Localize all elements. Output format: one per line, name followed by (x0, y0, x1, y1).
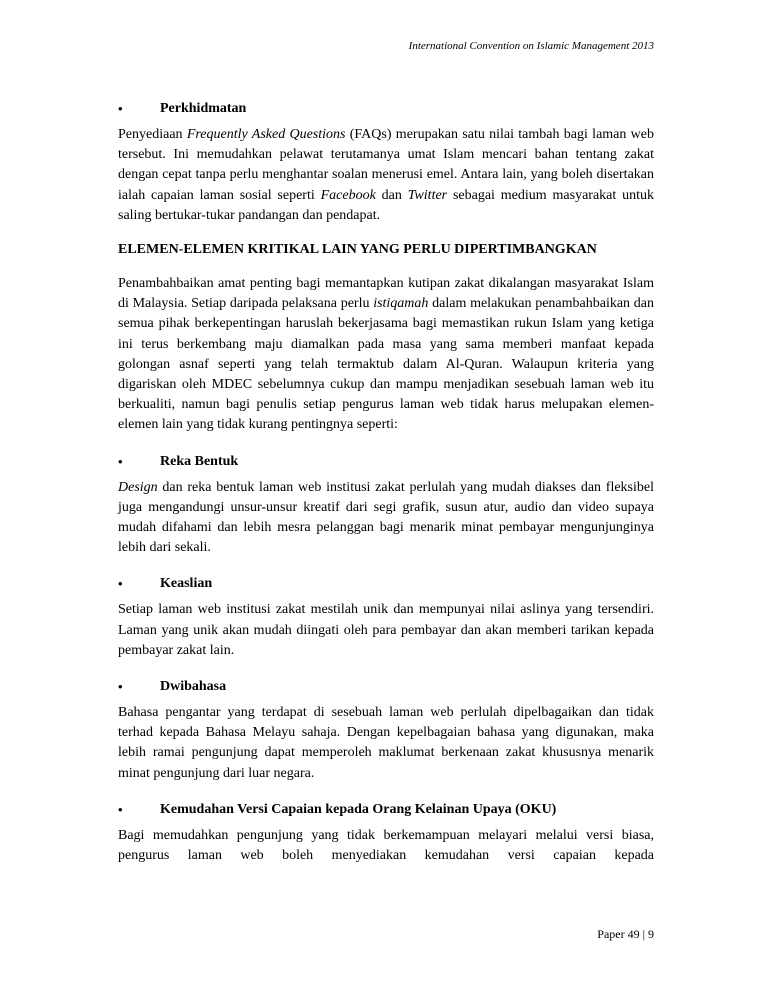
text-run: dan (375, 187, 408, 203)
heading-text: Perkhidmatan (160, 101, 247, 116)
heading-keaslian (118, 574, 654, 594)
text-run: (FAQs) merupakan satu nilai tambah bagi laman web tersebut. Ini memudahkan pelawat terutamanya umat Islam mencari bahan tentang zakat dengan cepat tanpa perlu menghantar soalan menerusi emel. Antara lain, yang boleh disertakan ialah capaian laman sosial seperti (118, 127, 655, 203)
page-content (118, 99, 654, 880)
italic-run: Facebook (320, 187, 376, 203)
heading-oku (118, 800, 654, 820)
heading-text: Dwibahasa (160, 679, 227, 695)
heading-reka-bentuk (118, 452, 654, 472)
paragraph-oku (118, 826, 654, 866)
heading-dwibahasa (118, 677, 654, 697)
heading-text: Reka Bentuk (160, 453, 239, 469)
text-run: sebagai medium masyarakat untuk saling bertukar-tukar pandangan dan pendapat. (118, 187, 654, 223)
heading-text: Kemudahan Versi Capaian kepada Orang Kelainan Upaya (OKU) (160, 801, 557, 817)
italic-run: Twitter (407, 187, 448, 203)
text-run: Bahasa pengantar yang terdapat di sesebuah laman web perlulah dipelbagaikan dan tidak terhad kepada Bahasa Melayu sahaja. Dengan kepelbagaian bahasa yang digunakan, maka lebih ramai pengunjung dapat memperoleh maklumat berkenaan zakat khususnya menarik minat pengunjung dari luar negara. (118, 705, 654, 781)
bullet-icon: • (118, 453, 123, 469)
paragraph-perkhidmatan (118, 125, 654, 226)
text-run: dalam melakukan penambahbaikan dan semua pihak berkepentingan haruslah bekerjasama bagi memastikan rukun Islam yang ketiga ini terus berkembang maju diamalkan pada masa yang sama memberi manfaat kepada golongan asnaf seperti yang telah termaktub dalam Al-Quran. Walaupun kriteria yang digariskan oleh MDEC sebelumnya cukup dan mampu menjadikan sesebuah laman web itu berkualiti, namun bagi penulis setiap pengurus laman web tidak harus melupakan elemen-elemen lain yang tidak kurang pentingnya seperti: (118, 296, 654, 433)
running-header: International Convention on Islamic Management 2013 (408, 40, 654, 52)
text-run: Setiap laman web institusi zakat mestilah unik dan mempunyai nilai aslinya yang tersendiri. Laman yang unik akan mudah diingati oleh para pembayar dan akan memberi tarikan kepada pembayar zakat lain. (118, 602, 654, 658)
bullet-icon: • (118, 679, 123, 695)
heading-perkhidmatan (118, 99, 654, 119)
heading-text: Keaslian (160, 576, 213, 592)
italic-run: istiqamah (373, 296, 429, 312)
paragraph-elemen (118, 274, 654, 436)
bullet-icon: • (118, 801, 123, 817)
paragraph-reka-bentuk (118, 478, 654, 559)
bullet-icon: • (118, 576, 123, 592)
italic-run: Design (118, 479, 158, 495)
page-footer: Paper 49 | 9 (597, 927, 654, 941)
text-run: dan reka bentuk laman web institusi zakat perlulah yang mudah diakses dan fleksibel juga mengandungi unsur-unsur kreatif dari segi grafik, susun atur, audio dan video supaya mudah difahami dan lebih mesra pelanggan bagi menarik minat pembayar mengunjunginya lebih dari sekali. (118, 479, 654, 556)
text-run: Bagi memudahkan pengunjung yang tidak berkemampuan melayari melalui versi biasa, pengurus laman web boleh menyediakan kemudahan versi capaian kepada (118, 827, 654, 864)
text-run: Penyediaan (118, 127, 187, 142)
paragraph-dwibahasa (118, 703, 654, 784)
section-title-elemen: ELEMEN-ELEMEN KRITIKAL LAIN YANG PERLU DIPERTIMBANGKAN (118, 242, 597, 258)
text-run: Penambahbaikan amat penting bagi memantapkan kutipan zakat dikalangan masyarakat Islam di Malaysia. Setiap daripada pelaksana perlu (118, 276, 654, 312)
bullet-icon: • (118, 101, 123, 116)
paragraph-keaslian (118, 600, 654, 661)
italic-run: Frequently Asked Questions (186, 127, 346, 142)
